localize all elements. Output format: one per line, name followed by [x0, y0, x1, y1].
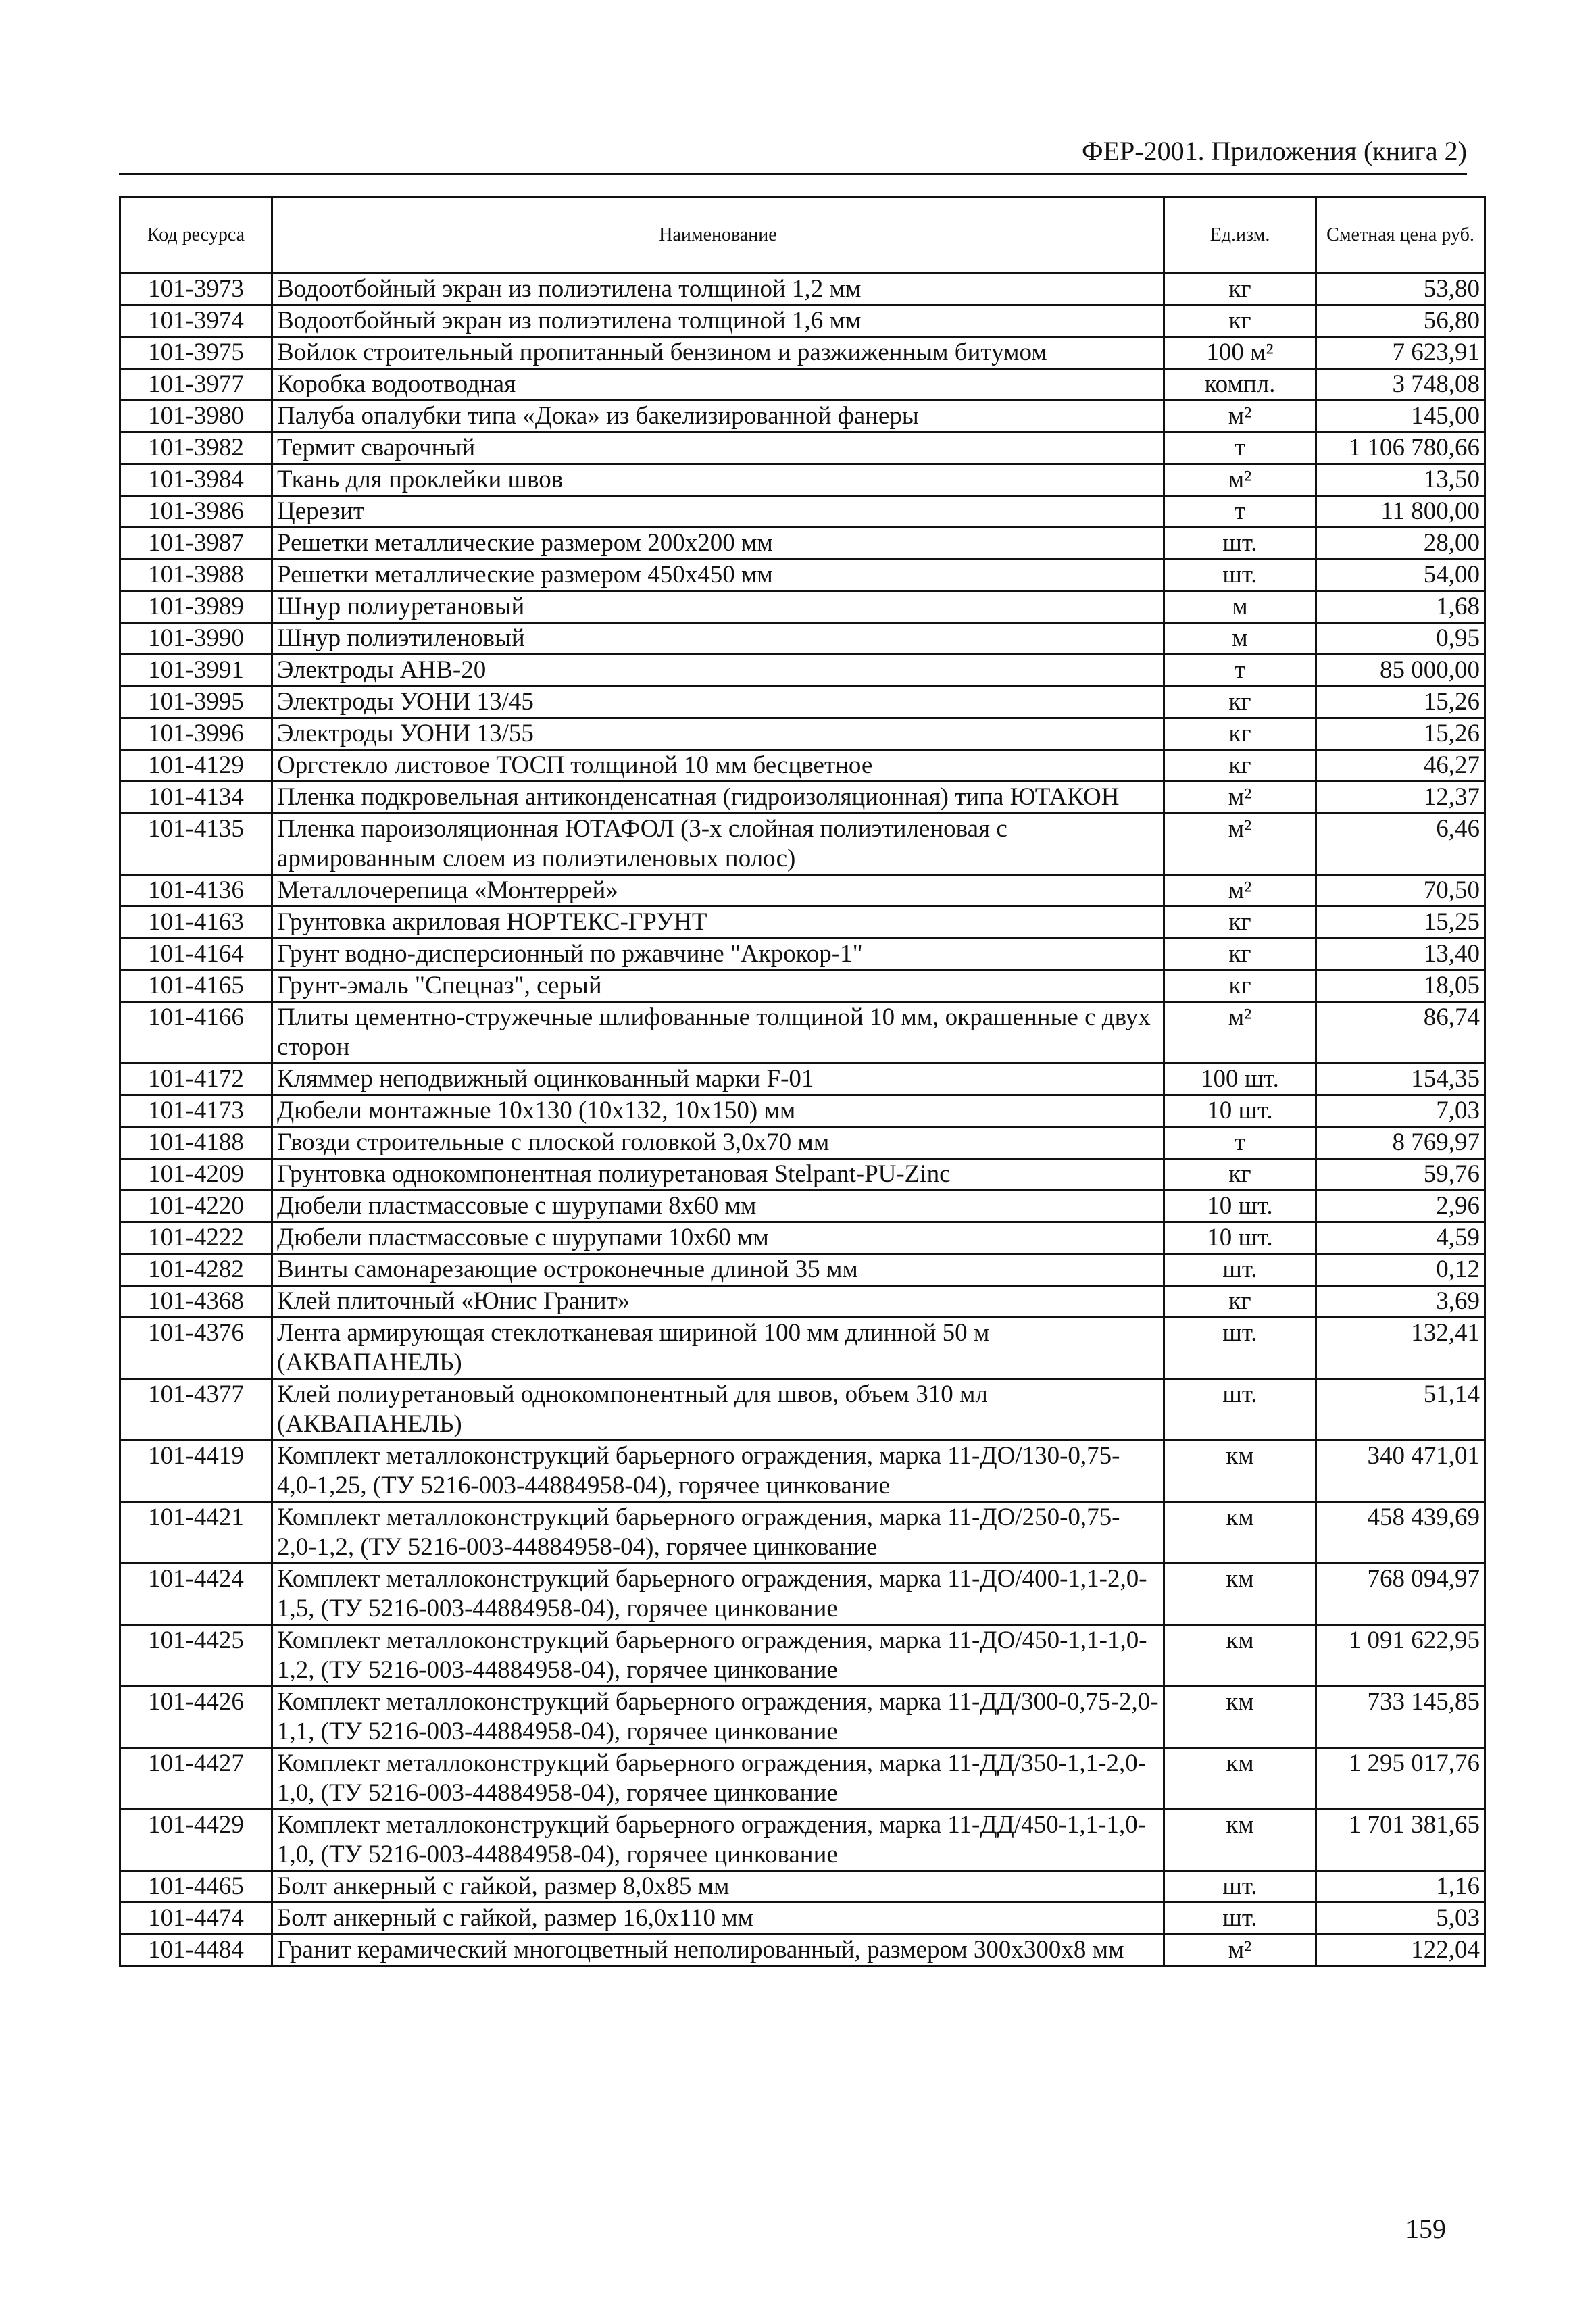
table-row [120, 559, 1485, 591]
table-row [120, 1502, 1485, 1564]
cell-unit: кг [1164, 939, 1316, 970]
table-row [120, 305, 1485, 337]
cell-unit: шт. [1164, 1871, 1316, 1903]
page-header-title: ФЕР-2001. Приложения (книга 2) [1082, 136, 1467, 166]
cell-price: 1 091 622,95 [1316, 1625, 1485, 1687]
table-row [120, 875, 1485, 907]
cell-code: 101-4164 [120, 939, 272, 970]
cell-price: 733 145,85 [1316, 1687, 1485, 1748]
cell-name: Комплект металлоконструкций барьерного ограждения, марка 11-ДО/450-1,1-1,0-1,2, (ТУ 5216-003-44884958-04), горячее цинкование [272, 1625, 1164, 1687]
cell-price: 132,41 [1316, 1318, 1485, 1379]
table-row [120, 623, 1485, 655]
cell-code: 101-4173 [120, 1095, 272, 1127]
cell-price: 1 106 780,66 [1316, 432, 1485, 464]
cell-price: 15,26 [1316, 687, 1485, 718]
cell-unit: м² [1164, 1935, 1316, 1966]
table-row [120, 591, 1485, 623]
cell-name: Металлочерепица «Монтеррей» [272, 875, 1164, 907]
cell-price: 13,40 [1316, 939, 1485, 970]
cell-price: 28,00 [1316, 528, 1485, 559]
table-row [120, 1379, 1485, 1441]
cell-name: Клей полиуретановый однокомпонентный для швов, объем 310 мл (АКВАПАНЕЛЬ) [272, 1379, 1164, 1441]
cell-code: 101-3975 [120, 337, 272, 369]
cell-name: Комплект металлоконструкций барьерного ограждения, марка 11-ДО/130-0,75-4,0-1,25, (ТУ 5216-003-44884958-04), горячее цинкование [272, 1441, 1164, 1502]
cell-unit: шт. [1164, 1903, 1316, 1935]
cell-unit: шт. [1164, 528, 1316, 559]
cell-unit: шт. [1164, 559, 1316, 591]
cell-code: 101-4129 [120, 750, 272, 782]
cell-unit: т [1164, 496, 1316, 528]
cell-code: 101-4220 [120, 1191, 272, 1222]
cell-name: Болт анкерный с гайкой, размер 16,0х110 мм [272, 1903, 1164, 1935]
cell-price: 1 295 017,76 [1316, 1748, 1485, 1810]
table-row [120, 750, 1485, 782]
cell-unit: кг [1164, 305, 1316, 337]
cell-name: Электроды АНВ-20 [272, 655, 1164, 687]
cell-unit: кг [1164, 750, 1316, 782]
table-row [120, 970, 1485, 1002]
cell-price: 154,35 [1316, 1064, 1485, 1095]
cell-name: Шнур полиуретановый [272, 591, 1164, 623]
cell-code: 101-4136 [120, 875, 272, 907]
page-number: 159 [1405, 2214, 1446, 2244]
cell-code: 101-4426 [120, 1687, 272, 1748]
table-row [120, 907, 1485, 939]
cell-code: 101-3980 [120, 401, 272, 432]
cell-name: Грунтовка однокомпонентная полиуретановая Stelpant-PU-Zinc [272, 1159, 1164, 1191]
cell-unit: км [1164, 1502, 1316, 1564]
table-row [120, 464, 1485, 496]
cell-unit: м² [1164, 875, 1316, 907]
cell-unit: км [1164, 1564, 1316, 1625]
cell-name: Шнур полиэтиленовый [272, 623, 1164, 655]
cell-name: Пленка подкровельная антиконденсатная (гидроизоляционная) типа ЮТАКОН [272, 782, 1164, 814]
cell-code: 101-3974 [120, 305, 272, 337]
table-row [120, 337, 1485, 369]
column-header-code: Код ресурса [120, 197, 272, 274]
cell-code: 101-4377 [120, 1379, 272, 1441]
cell-code: 101-3988 [120, 559, 272, 591]
cell-price: 54,00 [1316, 559, 1485, 591]
cell-name: Грунт водно-дисперсионный по ржавчине "Акрокор-1" [272, 939, 1164, 970]
cell-code: 101-4163 [120, 907, 272, 939]
cell-code: 101-4222 [120, 1222, 272, 1254]
table-row [120, 1810, 1485, 1871]
cell-name: Оргстекло листовое ТОСП толщиной 10 мм бесцветное [272, 750, 1164, 782]
cell-name: Грунт-эмаль "Спецназ", серый [272, 970, 1164, 1002]
cell-unit: т [1164, 655, 1316, 687]
table-row [120, 1127, 1485, 1159]
table-row [120, 782, 1485, 814]
cell-name: Решетки металлические размером 450х450 мм [272, 559, 1164, 591]
cell-name: Пленка пароизоляционная ЮТАФОЛ (3-х слойная полиэтиленовая с армированным слоем из полиэтиленовых полос) [272, 814, 1164, 875]
cell-name: Войлок строительный пропитанный бензином и разжиженным битумом [272, 337, 1164, 369]
cell-price: 46,27 [1316, 750, 1485, 782]
column-header-price: Сметная цена руб. [1316, 197, 1485, 274]
table-row [120, 496, 1485, 528]
cell-name: Церезит [272, 496, 1164, 528]
cell-code: 101-4172 [120, 1064, 272, 1095]
cell-name: Комплект металлоконструкций барьерного ограждения, марка 11-ДД/350-1,1-2,0-1,0, (ТУ 5216-003-44884958-04), горячее цинкование [272, 1748, 1164, 1810]
table-row [120, 369, 1485, 401]
table-row [120, 1748, 1485, 1810]
table-row [120, 687, 1485, 718]
cell-price: 1,68 [1316, 591, 1485, 623]
cell-unit: 100 шт. [1164, 1064, 1316, 1095]
table-row [120, 1625, 1485, 1687]
cell-code: 101-4134 [120, 782, 272, 814]
cell-unit: шт. [1164, 1318, 1316, 1379]
table-row [120, 1254, 1485, 1286]
cell-price: 122,04 [1316, 1935, 1485, 1966]
cell-unit: км [1164, 1687, 1316, 1748]
table-row [120, 1159, 1485, 1191]
cell-unit: т [1164, 1127, 1316, 1159]
cell-code: 101-4368 [120, 1286, 272, 1318]
cell-unit: кг [1164, 687, 1316, 718]
cell-price: 6,46 [1316, 814, 1485, 875]
cell-price: 12,37 [1316, 782, 1485, 814]
cell-code: 101-3987 [120, 528, 272, 559]
cell-price: 3,69 [1316, 1286, 1485, 1318]
cell-price: 56,80 [1316, 305, 1485, 337]
cell-code: 101-3977 [120, 369, 272, 401]
table-row [120, 432, 1485, 464]
cell-code: 101-4165 [120, 970, 272, 1002]
cell-unit: м [1164, 591, 1316, 623]
cell-unit: т [1164, 432, 1316, 464]
cell-price: 4,59 [1316, 1222, 1485, 1254]
cell-code: 101-4376 [120, 1318, 272, 1379]
cell-price: 7,03 [1316, 1095, 1485, 1127]
cell-code: 101-4427 [120, 1748, 272, 1810]
cell-name: Термит сварочный [272, 432, 1164, 464]
cell-name: Плиты цементно-стружечные шлифованные толщиной 10 мм, окрашенные с двух сторон [272, 1002, 1164, 1064]
table-row [120, 1222, 1485, 1254]
table-row [120, 718, 1485, 750]
table-row [120, 1871, 1485, 1903]
cell-price: 51,14 [1316, 1379, 1485, 1441]
table-row [120, 1564, 1485, 1625]
cell-code: 101-4474 [120, 1903, 272, 1935]
cell-unit: м² [1164, 814, 1316, 875]
cell-price: 15,26 [1316, 718, 1485, 750]
table-row [120, 1318, 1485, 1379]
cell-unit: м² [1164, 782, 1316, 814]
cell-code: 101-3984 [120, 464, 272, 496]
cell-name: Комплект металлоконструкций барьерного ограждения, марка 11-ДО/250-0,75-2,0-1,2, (ТУ 5216-003-44884958-04), горячее цинкование [272, 1502, 1164, 1564]
cell-price: 11 800,00 [1316, 496, 1485, 528]
cell-code: 101-4429 [120, 1810, 272, 1871]
cell-name: Кляммер неподвижный оцинкованный марки F-01 [272, 1064, 1164, 1095]
table-row [120, 401, 1485, 432]
cell-unit: кг [1164, 1286, 1316, 1318]
cell-price: 85 000,00 [1316, 655, 1485, 687]
table-row [120, 1286, 1485, 1318]
cell-price: 18,05 [1316, 970, 1485, 1002]
cell-code: 101-4484 [120, 1935, 272, 1966]
cell-name: Комплект металлоконструкций барьерного ограждения, марка 11-ДО/400-1,1-2,0-1,5, (ТУ 5216-003-44884958-04), горячее цинкование [272, 1564, 1164, 1625]
cell-unit: м [1164, 623, 1316, 655]
cell-price: 8 769,97 [1316, 1127, 1485, 1159]
cell-unit: 100 м² [1164, 337, 1316, 369]
cell-name: Палуба опалубки типа «Дока» из бакелизированной фанеры [272, 401, 1164, 432]
cell-unit: км [1164, 1441, 1316, 1502]
cell-price: 3 748,08 [1316, 369, 1485, 401]
cell-price: 0,12 [1316, 1254, 1485, 1286]
cell-code: 101-3996 [120, 718, 272, 750]
cell-price: 59,76 [1316, 1159, 1485, 1191]
cell-price: 340 471,01 [1316, 1441, 1485, 1502]
cell-price: 1 701 381,65 [1316, 1810, 1485, 1871]
table-row [120, 1935, 1485, 1966]
cell-name: Дюбели пластмассовые с шурупами 10х60 мм [272, 1222, 1164, 1254]
cell-price: 86,74 [1316, 1002, 1485, 1064]
cell-code: 101-4425 [120, 1625, 272, 1687]
cell-price: 458 439,69 [1316, 1502, 1485, 1564]
table-row [120, 1903, 1485, 1935]
cell-unit: м² [1164, 464, 1316, 496]
cell-unit: 10 шт. [1164, 1191, 1316, 1222]
resource-price-table [119, 196, 1486, 1967]
cell-price: 70,50 [1316, 875, 1485, 907]
cell-code: 101-4419 [120, 1441, 272, 1502]
header-divider [119, 173, 1467, 175]
cell-name: Гвозди строительные с плоской головкой 3,0х70 мм [272, 1127, 1164, 1159]
cell-unit: компл. [1164, 369, 1316, 401]
table-row [120, 1002, 1485, 1064]
cell-unit: кг [1164, 718, 1316, 750]
cell-price: 145,00 [1316, 401, 1485, 432]
cell-name: Ткань для проклейки швов [272, 464, 1164, 496]
cell-code: 101-3986 [120, 496, 272, 528]
table-row [120, 1064, 1485, 1095]
cell-price: 13,50 [1316, 464, 1485, 496]
cell-code: 101-4421 [120, 1502, 272, 1564]
table-row [120, 1191, 1485, 1222]
cell-unit: кг [1164, 1159, 1316, 1191]
cell-name: Комплект металлоконструкций барьерного ограждения, марка 11-ДД/450-1,1-1,0-1,0, (ТУ 5216-003-44884958-04), горячее цинкование [272, 1810, 1164, 1871]
cell-name: Клей плиточный «Юнис Гранит» [272, 1286, 1164, 1318]
cell-unit: шт. [1164, 1379, 1316, 1441]
cell-name: Комплект металлоконструкций барьерного ограждения, марка 11-ДД/300-0,75-2,0-1,1, (ТУ 5216-003-44884958-04), горячее цинкование [272, 1687, 1164, 1748]
cell-code: 101-3991 [120, 655, 272, 687]
cell-price: 5,03 [1316, 1903, 1485, 1935]
table-row [120, 528, 1485, 559]
cell-name: Электроды УОНИ 13/55 [272, 718, 1164, 750]
cell-code: 101-4282 [120, 1254, 272, 1286]
cell-name: Коробка водоотводная [272, 369, 1164, 401]
cell-code: 101-3982 [120, 432, 272, 464]
table-header-row [120, 197, 1485, 274]
table-row [120, 1687, 1485, 1748]
cell-unit: кг [1164, 907, 1316, 939]
cell-code: 101-4465 [120, 1871, 272, 1903]
table-row [120, 939, 1485, 970]
cell-unit: м² [1164, 1002, 1316, 1064]
cell-price: 53,80 [1316, 274, 1485, 305]
cell-name: Водоотбойный экран из полиэтилена толщиной 1,2 мм [272, 274, 1164, 305]
cell-price: 2,96 [1316, 1191, 1485, 1222]
cell-unit: м² [1164, 401, 1316, 432]
cell-name: Решетки металлические размером 200х200 мм [272, 528, 1164, 559]
cell-unit: км [1164, 1625, 1316, 1687]
cell-unit: шт. [1164, 1254, 1316, 1286]
cell-name: Дюбели монтажные 10х130 (10х132, 10х150) мм [272, 1095, 1164, 1127]
cell-price: 1,16 [1316, 1871, 1485, 1903]
cell-code: 101-3973 [120, 274, 272, 305]
cell-code: 101-4209 [120, 1159, 272, 1191]
cell-unit: 10 шт. [1164, 1222, 1316, 1254]
column-header-name: Наименование [272, 197, 1164, 274]
cell-unit: кг [1164, 274, 1316, 305]
cell-name: Грунтовка акриловая НОРТЕКС-ГРУНТ [272, 907, 1164, 939]
table-row [120, 814, 1485, 875]
cell-unit: 10 шт. [1164, 1095, 1316, 1127]
cell-name: Винты самонарезающие остроконечные длиной 35 мм [272, 1254, 1164, 1286]
table-row [120, 1095, 1485, 1127]
cell-name: Водоотбойный экран из полиэтилена толщиной 1,6 мм [272, 305, 1164, 337]
cell-name: Дюбели пластмассовые с шурупами 8х60 мм [272, 1191, 1164, 1222]
cell-unit: кг [1164, 970, 1316, 1002]
table-row [120, 655, 1485, 687]
cell-code: 101-4166 [120, 1002, 272, 1064]
cell-name: Болт анкерный с гайкой, размер 8,0х85 мм [272, 1871, 1164, 1903]
table-row [120, 274, 1485, 305]
cell-price: 15,25 [1316, 907, 1485, 939]
cell-code: 101-3995 [120, 687, 272, 718]
cell-name: Гранит керамический многоцветный неполированный, размером 300х300х8 мм [272, 1935, 1164, 1966]
cell-unit: км [1164, 1810, 1316, 1871]
cell-unit: км [1164, 1748, 1316, 1810]
cell-code: 101-4424 [120, 1564, 272, 1625]
cell-code: 101-4135 [120, 814, 272, 875]
cell-price: 0,95 [1316, 623, 1485, 655]
cell-price: 7 623,91 [1316, 337, 1485, 369]
column-header-unit: Ед.изм. [1164, 197, 1316, 274]
cell-price: 768 094,97 [1316, 1564, 1485, 1625]
table-row [120, 1441, 1485, 1502]
table-body [120, 274, 1485, 1966]
cell-name: Электроды УОНИ 13/45 [272, 687, 1164, 718]
cell-code: 101-3990 [120, 623, 272, 655]
cell-code: 101-3989 [120, 591, 272, 623]
cell-code: 101-4188 [120, 1127, 272, 1159]
cell-name: Лента армирующая стеклотканевая шириной 100 мм длинной 50 м (АКВАПАНЕЛЬ) [272, 1318, 1164, 1379]
